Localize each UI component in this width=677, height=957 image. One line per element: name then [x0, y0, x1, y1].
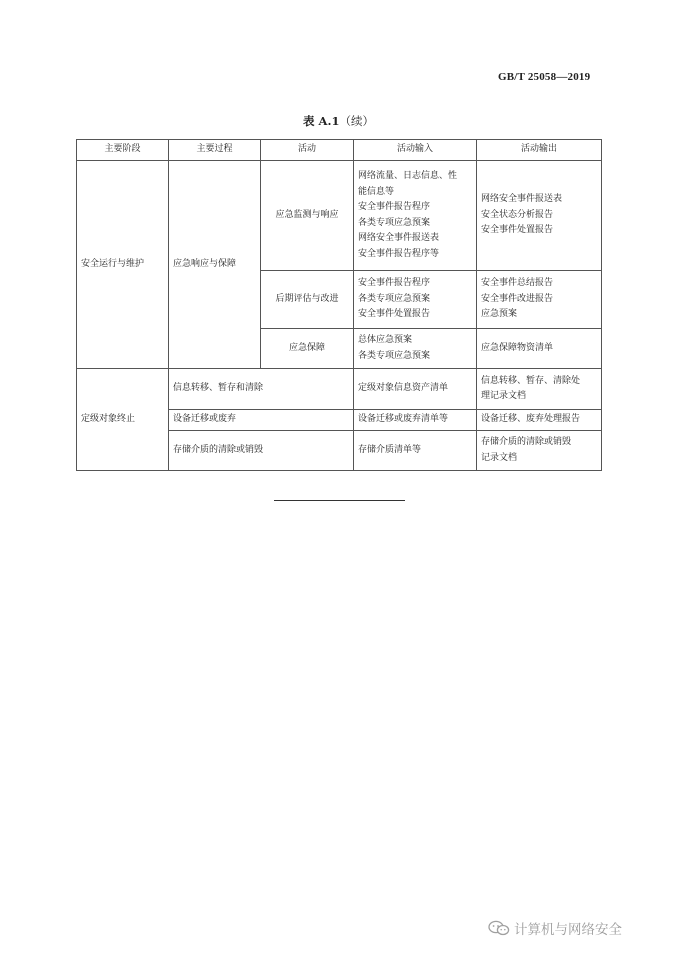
input-line: 能信息等 [358, 186, 395, 197]
input-line: 安全事件处置报告 [358, 309, 431, 320]
input-line: 安全事件报告程序 [358, 202, 431, 212]
input-cell [354, 410, 477, 431]
input-line: 网络安全事件报送表 [358, 233, 440, 243]
activity-cell: 应急保障 [261, 329, 354, 369]
output-line: 信息转移、暂存、清除处 [481, 375, 581, 386]
input-cell [354, 431, 477, 471]
input-line: 设备迁移或废弃清单等 [358, 414, 449, 425]
column-header: 活动输入 [354, 140, 477, 161]
stage-cell: 安全运行与维护 [77, 161, 169, 369]
input-line: 总体应急预案 [358, 335, 413, 345]
output-line: 理记录文档 [481, 391, 527, 401]
input-cell [354, 161, 477, 271]
output-line: 安全事件总结报告 [481, 278, 554, 289]
output-cell [477, 161, 602, 271]
input-line: 安全事件报告程序 [358, 278, 431, 289]
output-cell [477, 271, 602, 329]
table-title [0, 113, 677, 129]
table-title-number: 表 A.1 [303, 114, 340, 128]
column-header: 活动 [261, 140, 354, 161]
standard-code: GB/T 25058—2019 [498, 71, 591, 83]
stage-cell: 定级对象终止 [77, 369, 169, 471]
process-cell: 设备迁移或废弃 [169, 410, 354, 431]
watermark-text: 计算机与网络安全 [514, 922, 622, 938]
output-line: 设备迁移、废弃处理报告 [481, 414, 581, 425]
end-rule [274, 500, 405, 501]
input-line: 网络流量、日志信息、性 [358, 171, 458, 181]
activity-table [76, 139, 602, 471]
wechat-icon [488, 920, 510, 936]
column-header: 活动输出 [477, 140, 602, 161]
output-line: 安全事件改进报告 [481, 293, 554, 304]
input-line: 安全事件报告程序等 [358, 248, 440, 259]
table-row [77, 161, 602, 271]
output-cell [477, 410, 602, 431]
activity-cell: 应急监测与响应 [261, 161, 354, 271]
column-header: 主要过程 [169, 140, 261, 161]
input-line: 各类专项应急预案 [358, 293, 431, 304]
output-line: 存储介质的清除或销毁 [481, 437, 572, 447]
output-line: 网络安全事件报送表 [481, 194, 563, 205]
input-line: 各类专项应急预案 [358, 350, 431, 361]
output-line: 应急预案 [481, 309, 518, 320]
table-row [77, 369, 602, 410]
process-cell: 信息转移、暂存和清除 [169, 369, 354, 410]
input-cell [354, 271, 477, 329]
output-cell [477, 431, 602, 471]
input-cell [354, 369, 477, 410]
output-line: 应急保障物资清单 [481, 342, 554, 353]
output-cell [477, 369, 602, 410]
process-cell: 应急响应与保障 [169, 161, 261, 369]
watermark [488, 918, 622, 938]
table-title-continued: （续） [339, 114, 374, 128]
process-cell: 存储介质的清除或销毁 [169, 431, 354, 471]
activity-cell: 后期评估与改进 [261, 271, 354, 329]
output-cell [477, 329, 602, 369]
output-line: 安全状态分析报告 [481, 209, 554, 220]
output-line: 记录文档 [481, 452, 518, 463]
table-header-row [77, 140, 602, 161]
input-line: 各类专项应急预案 [358, 217, 431, 228]
input-cell [354, 329, 477, 369]
input-line: 定级对象信息资产清单 [358, 383, 449, 394]
input-line: 存储介质清单等 [358, 444, 422, 455]
column-header: 主要阶段 [77, 140, 169, 161]
output-line: 安全事件处置报告 [481, 225, 554, 236]
